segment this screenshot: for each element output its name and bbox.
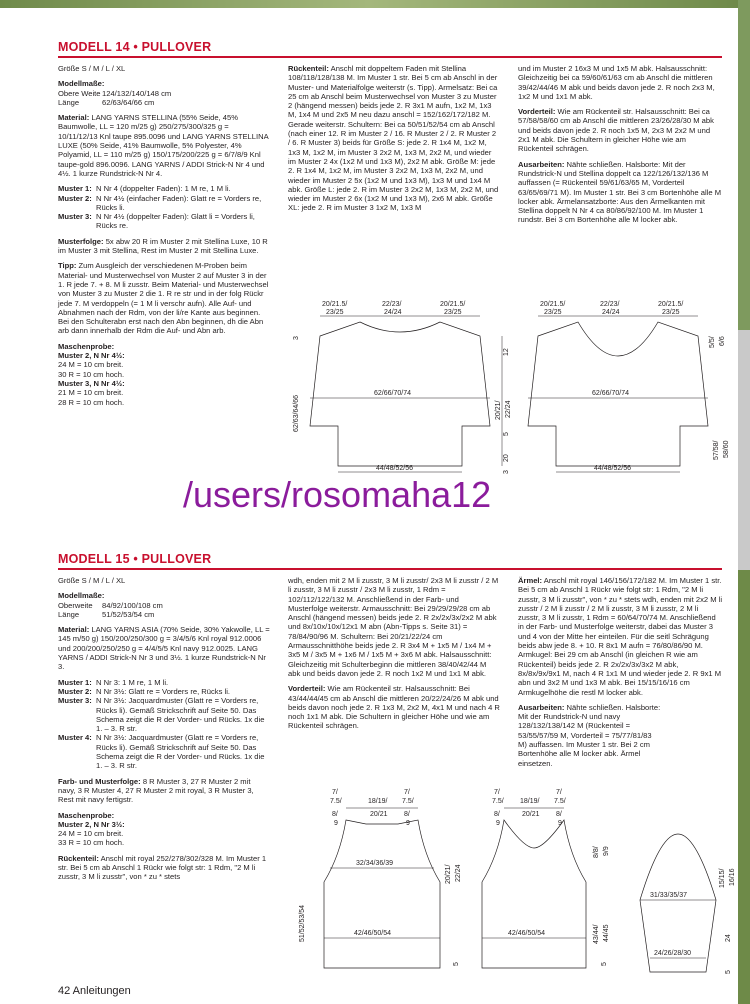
pattern-label: Muster 4:	[58, 733, 92, 743]
model-15-title: MODELL 15 • PULLOVER	[58, 552, 212, 566]
sleeve-text: Anschl mit royal 146/156/172/182 M. Im Muster 1 str. Bei 5 cm ab Anschl 1 Rückr wie folgt str: 1 Rdm, "2 M li zusstr, 3 M li zusstr", von * zu * stets wdh, enden mit 2x2 M li zusstr / 2 M li zusstr / 2 M li zusstr, 3 M li zusstr, 2 M li zusstr, 3 M li zusstr, 1 Rdm = 60/64/70/74 M. Anschließend in der Farb- und Musterfolge weiterstr, dabei das Muster 3 und 4 von der Mitte her einteilen. Für die seitl Schrägung beids abw jede 8. + 10. R 8x1 M aufn = 76/80/86/90 M. Armkugel: Bei 29 cm ab Anschl (in gleichen R wie am Rückenteil) beids jede 2. R 2x/2x/3x/3x2 M abk, 8x/8x/9x/9x1 M, nach 4 R 1x1 M und wieder jede 2. R 9x1 M abn und 3x2 M und 1x3 M abk. Bei 15/15/16/16 cm Armkugelhöhe die restl M locker abk.	[518, 576, 723, 697]
model-14-col-1	[58, 64, 270, 413]
dim-label: 9	[558, 820, 562, 827]
model-15-col-1	[58, 576, 270, 888]
side-photo-strip	[738, 330, 750, 570]
sequence-label: Musterfolge:	[58, 236, 104, 246]
pattern-text: N Nr 3½: Jacquardmuster (Glatt re = Vorders re, Rücks li). Gemäß Strickschrift auf Seite 50. Das Schema zeigt die R der Vorder- und Rücks. 1x die 1. – 3. R str.	[96, 696, 265, 734]
gauge-heading: Maschenprobe:	[58, 810, 115, 820]
model-15-col-3	[518, 576, 722, 774]
dim-label: 20/21	[522, 811, 540, 818]
dim-label: 7.5/	[330, 798, 342, 805]
model-15-sleeve-schematic	[620, 830, 738, 980]
pattern-text: N Nr 3½: Glatt re = Vorders re, Rücks li.	[96, 686, 230, 696]
dim-label: 8/	[494, 811, 500, 818]
dim-label: 3	[293, 336, 300, 340]
dim-label: 22/23/	[600, 301, 620, 308]
dim-label: 3	[503, 470, 510, 474]
front-text: Wie am Rückenteil str. Halsausschnitt: Bei ca 57/58/58/60 cm ab Anschl die mittleren 23/26/28/30 M abk und beids davon jede 2. R noch 1x5 M, 2x3 M 2x2 M und 2x1 M abk. Die Schultern in gleicher Höhe wie am Rückenteil schrägen.	[518, 107, 714, 154]
gauge-line: 24 M = 10 cm breit.	[58, 360, 124, 370]
dim-label: 7/	[556, 789, 562, 796]
measure-label: Obere Weite	[58, 88, 101, 98]
front-text: Wie am Rückenteil str. Halsausschnitt: Bei 43/44/44/45 cm ab Anschl die mittleren 20/22/24/26 M abk und beids davon noch jede 2. R 1x3 M, 2x2 M, 4x1 M und nach 4 R noch 1x1 M abk. Die Schultern in gleicher Höhe und wie am Rückenteil schrägen.	[288, 684, 500, 731]
dim-label: 24/26/28/30	[654, 950, 691, 957]
dim-label: 22/23/	[382, 301, 402, 308]
dim-label: 20/21.5/	[540, 301, 566, 308]
dim-label: 7/	[404, 789, 410, 796]
model-15-front-schematic	[458, 786, 628, 976]
dim-label: 18/19/	[520, 798, 540, 805]
dim-label: 22/24	[455, 864, 462, 882]
back-text-cont: und im Muster 2 16x3 M und 1x5 M abk. Halsausschnitt: Gleichzeitig bei ca 59/60/61/63 cm ab Anschl die mittleren 39/42/44/46 M abk und beids davon jede 2. R noch 2x3 M, 1x2 M und 1x1 M abk.	[518, 64, 715, 101]
dim-label: 62/66/70/74	[592, 390, 629, 397]
dim-label: 9	[334, 820, 338, 827]
measures-heading: Modellmaße:	[58, 591, 105, 601]
dim-label: 43/44/	[593, 924, 600, 944]
dim-label: 8/	[556, 811, 562, 818]
sequence-text: 5x abw 20 R im Muster 2 mit Stellina Luxe, 10 R im Muster 3 mit Stellina, Rest im Muster 2 mit Stellina Luxe.	[58, 236, 268, 256]
material-text: LANG YARNS ASIA (70% Seide, 30% Yakwolle, LL = 145 m/50 g) 150/200/250/300 g = 3/4/5/6 Knl royal 912.0006 und 200/200/250/250 g = 4/4/5/5 Knl navy 912.0025. LANG YARNS / ADDI Strick-N Nr 3 und 3½. 1 kurze Rundstrick-N Nr 3.	[58, 625, 270, 672]
dim-label: 9	[406, 820, 410, 827]
side-photo-strip	[738, 570, 750, 1004]
measure-label: Oberweite	[58, 600, 93, 610]
sequence-text: 8 R Muster 3, 27 R Muster 2 mit navy, 3 R Muster 4, 27 R Muster 2 mit royal, 3 R Muster 3, Rest mit navy fertigstr.	[58, 776, 254, 805]
gauge-line: 21 M = 10 cm breit.	[58, 388, 124, 398]
dim-label: 8/	[332, 811, 338, 818]
dim-label: 24	[725, 934, 732, 942]
gauge-line: Muster 3, N Nr 4½:	[58, 378, 125, 388]
measure-value: 62/63/64/66 cm	[102, 97, 155, 107]
back-text-cont: wdh, enden mit 2 M li zusstr, 3 M li zusstr/ 2x3 M li zusstr / 2 M li zusstr, 3 M li zusstr / 2x3 M li zusstr, 1 Rdm = 102/112/122/132 M. Anschließend in der Farb- und Musterfolge weiterstr. Armausschnitt: Bei 29/29/29/28 cm ab Anschl (hängend messen) beids jede 2. R 2x/2x/3x/2x2 M abk und 8x/10x/10x/12x1 M abn (Abn-Tipps s. Seite 31) = 78/84/90/96 M. Schultern: Bei 20/21/22/24 cm Armausschnitthöhe beids jede 2. R 3x4 M + 1x5 M / 1x4 M + 3x5 M / 3x5 M + 1x6 M / 1x5 M + 3x6 M abk. Halsausschnitt: Gleichzeitig mit Schulterbeginn die mittleren 38/40/42/44 M abk und beids davon jede 2. R noch 1x2 M und 1x1 M abk.	[288, 576, 499, 678]
material-text: LANG YARNS STELLINA (55% Seide, 45% Baumwolle, LL = 120 m/25 g) 250/275/300/325 g = 10/11/12/13 Knl taupe 895.0096 und LANG YARNS STELLINA LUXE (50% Seide, 41% Baumwolle, 5% Polyester, 4% Polyamid, LL = 110 m/25 g) 150/175/200/225 g = 6/7/8/9 Knl taupe-gold 896.0096. LANG YARNS / ADDI Strick-N Nr 4 und 4½. 1 kurze Rundstrick-N Nr 4.	[58, 113, 269, 178]
dim-label: 7.5/	[492, 798, 504, 805]
dim-label: 9/9	[603, 846, 610, 856]
back-label: Rückenteil:	[288, 64, 329, 73]
dim-label: 44/48/52/56	[594, 465, 631, 472]
dim-label: 12	[503, 348, 510, 356]
gauge-line: 30 R = 10 cm hoch.	[58, 369, 125, 379]
dim-label: 6/6	[719, 336, 726, 346]
dim-label: 20/21	[370, 811, 388, 818]
dim-label: 51/52/53/54	[299, 905, 306, 942]
dim-label: 24/24	[602, 309, 620, 316]
model-14-col-2	[288, 64, 500, 219]
finish-label: Ausarbeiten:	[518, 702, 565, 712]
dim-label: 5	[503, 432, 510, 436]
pattern-label: Muster 3:	[58, 212, 92, 222]
dim-label: 15/15/	[719, 868, 726, 888]
dim-label: 7/	[332, 789, 338, 796]
gauge-heading: Maschenprobe:	[58, 341, 115, 351]
gauge-line: 24 M = 10 cm breit.	[58, 829, 124, 839]
dim-label: 20/21.5/	[658, 301, 684, 308]
dim-label: 18/19/	[368, 798, 388, 805]
back-text: Anschl mit royal 252/278/302/328 M. Im Muster 1 str. Bei 5 cm ab Anschl 1 Rückr wie folgt str: 1 Rdm, "2 M li zusstr, 3 M li zusstr", von * zu * stets	[58, 853, 267, 882]
dim-label: 20/21/	[495, 400, 502, 420]
model-14-col-3	[518, 64, 722, 231]
model-14-title: MODELL 14 • PULLOVER	[58, 40, 212, 54]
dim-label: 5	[453, 962, 460, 966]
dim-label: 23/25	[326, 309, 344, 316]
finish-label: Ausarbeiten:	[518, 159, 565, 169]
pattern-text: N Nr 3½: Jacquardmuster (Glatt re = Vorders re, Rücks li). Gemäß Strickschrift auf Seite 50. Das Schema zeigt die R der Vorder- und Rücks. 1x die 1. – 3. R str.	[96, 733, 265, 771]
title-rule	[58, 568, 722, 570]
dim-label: 7.5/	[554, 798, 566, 805]
material-label: Material:	[58, 625, 90, 635]
dim-label: 62/66/70/74	[374, 390, 411, 397]
model-15-col-2	[288, 576, 500, 737]
sleeve-label: Ärmel:	[518, 576, 543, 585]
dim-label: 58/60	[723, 440, 730, 458]
dim-label: 44/48/52/56	[376, 465, 413, 472]
measure-value: 51/52/53/54 cm	[102, 609, 155, 619]
watermark: /users/rosomaha12	[183, 474, 492, 515]
gauge-line: Muster 2, N Nr 4½:	[58, 351, 125, 361]
dim-label: 57/58/	[713, 440, 720, 460]
dim-label: 20/21.5/	[440, 301, 466, 308]
model-14-back-schematic	[280, 296, 512, 480]
dim-label: 44/45	[603, 924, 610, 942]
measure-label: Länge	[58, 609, 80, 619]
gauge-line: 33 R = 10 cm hoch.	[58, 838, 125, 848]
pattern-text: N Nr 4½ (einfacher Faden): Glatt re = Vorders re, Rücks li.	[96, 193, 262, 212]
model-15-back-schematic	[290, 786, 476, 976]
model-14-front-schematic	[508, 296, 738, 480]
measure-label: Länge	[58, 97, 80, 107]
side-photo-strip	[738, 0, 750, 330]
finish-text: Nähte schließen. Halsborte: Mit der Rundstrick-N und navy 128/132/138/142 M (Rückenteil = 53/55/57/59 M, Vorderteil = 75/77/81/83 M) auffassen. Im Muster 1 str. Bei 2 cm Bortenhöhe alle M locker abk. Ärmel einsetzen.	[518, 702, 661, 768]
material-label: Material:	[58, 113, 90, 123]
pattern-label: Muster 2:	[58, 686, 92, 696]
finish-text: Nähte schließen. Halsborte: Mit der Rundstrick-N und Stellina doppelt ca 122/126/132/136 M auffassen (= Rückenteil 59/61/63/65 M, Vorderteil 63/65/69/71 M). Im Muster 1 str. Bei 3 cm Bortenhöhe alle M locker abk. Ärmelansatzborte: Aus den Ärmelkanten mit Stellina doppelt N Nr 4 ca 80/86/92/100 M. Im Muster 1 rundstr. Bei 3 cm Bortenhöhe alle M locker abk.	[518, 159, 722, 225]
pattern-text: N Nr 4½ (doppelter Faden): Glatt li = Vorders li, Rücks re.	[96, 212, 255, 231]
dim-label: 5/5/	[709, 336, 716, 348]
dim-label: 32/34/36/39	[356, 860, 393, 867]
page-footer: 42 Anleitungen	[58, 985, 131, 997]
dim-label: 23/25	[544, 309, 562, 316]
pattern-label: Muster 1:	[58, 677, 92, 687]
dim-label: 7.5/	[402, 798, 414, 805]
dim-label: 23/25	[662, 309, 680, 316]
dim-label: 24/24	[384, 309, 402, 316]
dim-label: 62/63/64/66	[293, 395, 300, 432]
dim-label: 8/8/	[593, 846, 600, 858]
dim-label: 20/21.5/	[322, 301, 348, 308]
dim-label: 20	[503, 454, 510, 462]
back-text: Anschl mit doppeltem Faden mit Stellina 108/118/128/138 M. Im Muster 1 str. Bei 5 cm ab Anschl in der Muster- und Materialfolge weiterstr (s. Tipp). Armelsatz: Bei ca 25 cm ab Anschl beim Musterwechsel von Muster 3 zu Muster 2 (hängend messen) beids jede 2. R 3x1 M aufn, 1x2 M, 1x3 M, 1x4 M und 2x5 M neu dazu anschl = 152/162/172/182 M. Gerade weiterstr. Schultern: Bei ca 50/51/52/54 cm ab Anschl (nach einer 12. R im Muster 2 / 16. R Muster 2 / 2. R Muster 2 / 6. R Muster 3) beids für Größe S: jede 2. R 1x4 M, 1x2 M, 1x3 M, 1x2 M, im Muster 3 2x2 M, 1x3 M, 2x2 M, und wieder im Muster 2 4x (1x2 M und 1x3 M), 2x2 M abk. Größe M: jede 2. R 1x4 M, 1x2 M, im Muster 3 2x2 M, 1x3 M, 2x2 M, und wieder im Muster 2 5x (1x2 M und 1x3 M), 1x3 M und 1x4 M abk. Größe L: jede 2. R im Muster 3 2x2 M, 1x3 M, 2x2 M, und wieder im Muster 2 6x (1x2 M und 1x3 M), 2x6 M abk. Größe XL: jede 2. R im Muster 3 1x2 M, 1x3 M	[288, 64, 499, 213]
dim-label: 42/46/50/54	[354, 930, 391, 937]
sizes: Größe S / M / L / XL	[58, 64, 126, 73]
dim-label: 5	[725, 970, 732, 974]
top-photo-strip	[0, 0, 738, 8]
sizes: Größe S / M / L / XL	[58, 576, 126, 585]
gauge-line: Muster 2, N Nr 3½:	[58, 819, 125, 829]
dim-label: 23/25	[444, 309, 462, 316]
pattern-label: Muster 3:	[58, 696, 92, 706]
measures-heading: Modellmaße:	[58, 79, 105, 89]
gauge-line: 28 R = 10 cm hoch.	[58, 397, 125, 407]
dim-label: 20/21/	[445, 864, 452, 884]
front-label: Vorderteil:	[288, 684, 326, 694]
tip-text: Zum Ausgleich der verschiedenen M-Proben beim Material- und Musterwechsel von Muster 2 auf Muster 3 in der 1. R jede 7. + 8. M li zusstr. Beim Material- und Musterwechsel von Muster 3 zu Muster 2 die 1. R re str und in der folg Rückr jede 7. M verdoppeln (= 1 M li verschr aufn). Alle Auf- und Abnahmen nach der Rdm, von der li/re Kante aus beginnen. Bei den Schulterabn erst nach den Abn beginnen, dh die Abn arb dann innerhalb der Rdm die Auf- und Abn arb.	[58, 261, 269, 336]
measure-value: 84/92/100/108 cm	[102, 600, 163, 610]
front-label: Vorderteil:	[518, 107, 556, 117]
dim-label: 8/	[404, 811, 410, 818]
measure-value: 124/132/140/148 cm	[102, 88, 172, 98]
dim-label: 5	[601, 962, 608, 966]
dim-label: 22/24	[505, 400, 512, 418]
pattern-text: N Nr 4 (doppelter Faden): 1 M re, 1 M li.	[96, 184, 231, 194]
pattern-text: N Nr 3: 1 M re, 1 M li.	[96, 677, 169, 687]
dim-label: 16/16	[729, 868, 736, 886]
pattern-label: Muster 1:	[58, 184, 92, 194]
title-rule	[58, 56, 722, 58]
back-label: Rückenteil:	[58, 853, 99, 863]
dim-label: 42/46/50/54	[508, 930, 545, 937]
dim-label: 31/33/35/37	[650, 892, 687, 899]
dim-label: 7/	[494, 789, 500, 796]
tip-label: Tipp:	[58, 261, 77, 271]
pattern-label: Muster 2:	[58, 193, 92, 203]
dim-label: 9	[496, 820, 500, 827]
sequence-label: Farb- und Musterfolge:	[58, 776, 141, 786]
